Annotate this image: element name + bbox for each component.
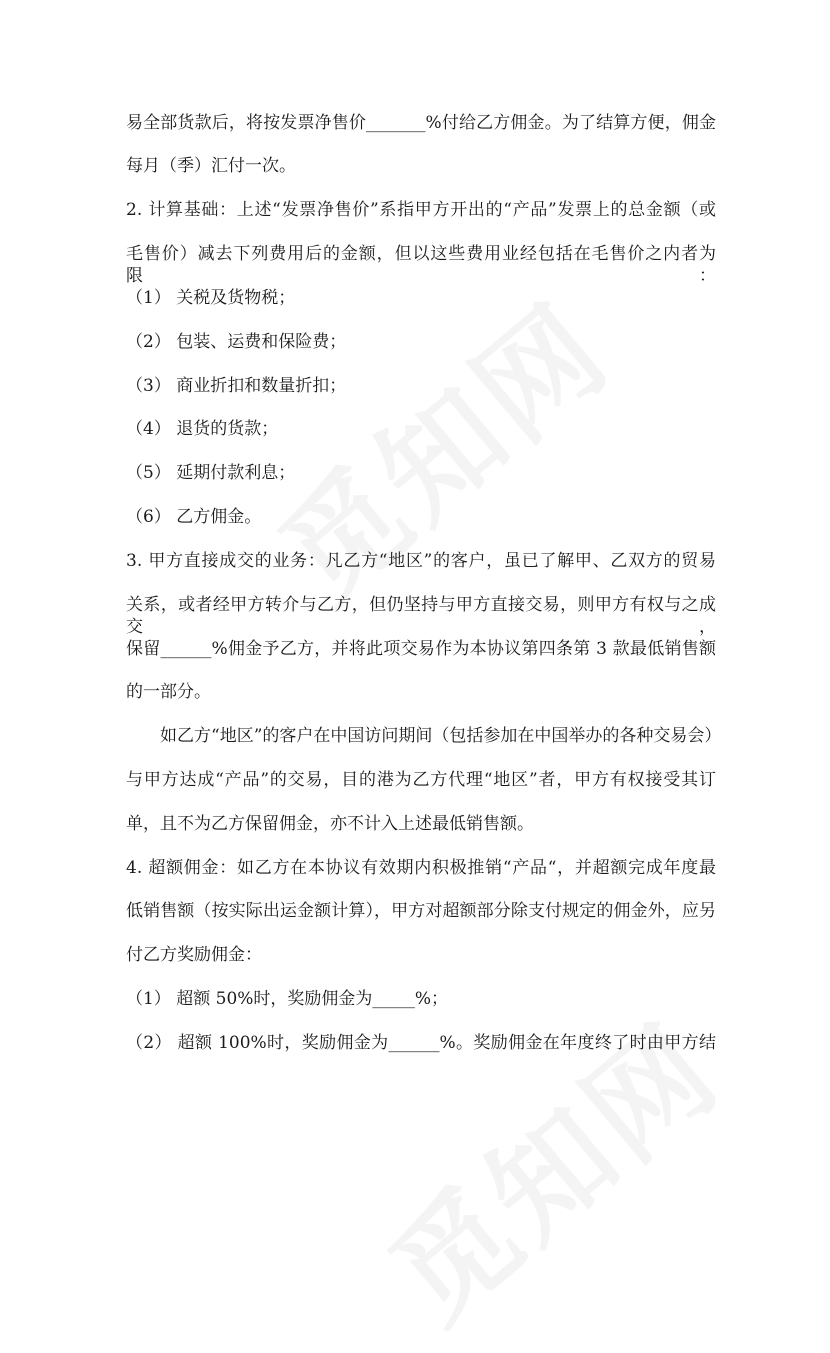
list-item: （5） 延期付款利息； xyxy=(126,463,296,483)
list-item: （3） 商业折扣和数量折扣； xyxy=(126,376,347,396)
paragraph-line: 每月（季）汇付一次。 xyxy=(126,156,296,176)
list-item: （4） 退货的货款； xyxy=(126,419,279,439)
paragraph-line: 低销售额（按实际出运金额计算），甲方对超额部分除支付规定的佣金外，应另 xyxy=(126,901,716,921)
list-item: （1） 关税及货物税； xyxy=(126,288,296,308)
paragraph-line: 保留______%佣金予乙方，并将此项交易作为本协议第四条第 3 款最低销售额 xyxy=(126,639,716,659)
paragraph-line: 2. 计算基础：上述“发票净售价”系指甲方开出的“产品”发票上的总金额（或 xyxy=(126,200,716,220)
list-item: （6） 乙方佣金。 xyxy=(126,507,262,527)
list-item: （2） 超额 100%时，奖励佣金为______%。奖励佣金在年度终了时由甲方结 xyxy=(126,1033,716,1053)
paragraph-line: 易全部货款后，将按发票净售价_______%付给乙方佣金。为了结算方便，佣金 xyxy=(126,113,716,133)
paragraph-line: 付乙方奖励佣金： xyxy=(126,945,262,965)
paragraph-line: 如乙方“地区”的客户在中国访问期间（包括参加在中国举办的各种交易会） xyxy=(160,726,722,746)
list-item: （2） 包装、运费和保险费； xyxy=(126,332,347,352)
paragraph-line: 3. 甲方直接成交的业务：凡乙方“地区”的客户，虽已了解甲、乙双方的贸易 xyxy=(126,551,716,571)
watermark xyxy=(239,259,639,634)
paragraph-line: 4. 超额佣金：如乙方在本协议有效期内积极推销“产品“，并超额完成年度最 xyxy=(126,858,716,878)
paragraph-line: 毛售价）减去下列费用后的金额，但以这些费用业经包括在毛售价之内者为限： xyxy=(126,244,716,286)
paragraph-line: 单，且不为乙方保留佣金，亦不计入上述最低销售额。 xyxy=(126,814,534,834)
paragraph-line: 与甲方达成“产品”的交易，目的港为乙方代理“地区”者，甲方有权接受其订 xyxy=(126,770,716,790)
paragraph-line: 的一部分。 xyxy=(126,682,211,702)
list-item: （1） 超额 50%时，奖励佣金为_____%； xyxy=(126,989,449,1009)
paragraph-line: 关系，或者经甲方转介与乙方，但仍坚持与甲方直接交易，则甲方有权与之成交， xyxy=(126,595,716,637)
